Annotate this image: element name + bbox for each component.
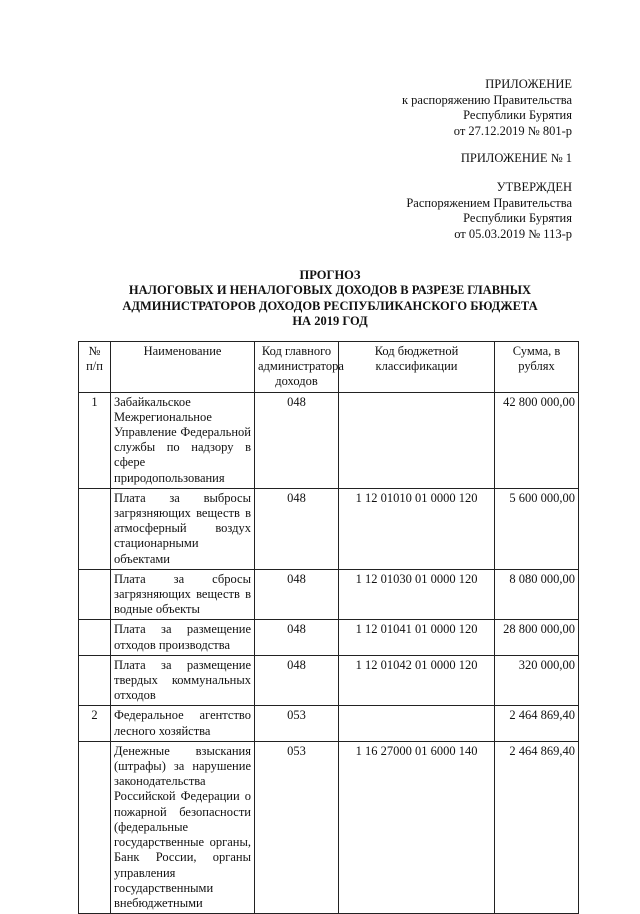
- cell-name: Денежные взыскания (штрафы) за нарушение законодательства Российской Федерации о пожарной безопасности (федеральные государственные органы, Банк России, органы управления государственными внебюджетными: [111, 741, 255, 913]
- cell-admin-code: 048: [255, 620, 339, 655]
- cell-num: 1: [79, 392, 111, 488]
- cell-budget-code: 1 12 01010 01 0000 120: [339, 488, 495, 569]
- title-line-4: НА 2019 ГОД: [292, 314, 368, 329]
- cell-admin-code: 053: [255, 706, 339, 741]
- appendix-line-1: к распоряжению Правительства: [401, 92, 572, 107]
- cell-admin-code: 048: [255, 392, 339, 488]
- cell-sum: 5 600 000,00: [495, 488, 579, 569]
- title-line-1: ПРОГНОЗ: [299, 268, 361, 282]
- cell-sum: 8 080 000,00: [495, 569, 579, 620]
- cell-num: [79, 488, 111, 569]
- cell-budget-code: [339, 706, 495, 741]
- table-header-row: [79, 342, 579, 393]
- appendix-line-2: Республики Бурятия: [463, 108, 572, 123]
- cell-sum: 42 800 000,00: [495, 392, 579, 488]
- cell-num: [79, 569, 111, 620]
- approved-block: [406, 180, 572, 242]
- header-budget-code: Код бюджетной классификации: [339, 342, 495, 393]
- cell-sum: 28 800 000,00: [495, 620, 579, 655]
- cell-budget-code: 1 12 01042 01 0000 120: [339, 655, 495, 706]
- header-name: Наименование: [111, 342, 255, 393]
- cell-budget-code: 1 12 01030 01 0000 120: [339, 569, 495, 620]
- cell-num: [79, 741, 111, 913]
- cell-num: [79, 655, 111, 706]
- header-sum: Сумма, в рублях: [495, 342, 579, 393]
- cell-admin-code: 048: [255, 569, 339, 620]
- cell-admin-code: 048: [255, 655, 339, 706]
- cell-name: Забайкальское Межрегиональное Управление Федеральной службы по надзору в сфере природопользования: [111, 392, 255, 488]
- approved-title: УТВЕРЖДЕН: [496, 180, 572, 194]
- cell-admin-code: 053: [255, 741, 339, 913]
- title-line-3: АДМИНИСТРАТОРОВ ДОХОДОВ РЕСПУБЛИКАНСКОГО БЮДЖЕТА: [122, 298, 538, 313]
- cell-budget-code: 1 12 01041 01 0000 120: [339, 620, 495, 655]
- approved-line-2: Республики Бурятия: [463, 211, 572, 226]
- cell-num: 2: [79, 706, 111, 741]
- approved-line-1: Распоряжением Правительства: [406, 195, 572, 210]
- table-row: [79, 488, 579, 569]
- cell-name: Плата за сбросы загрязняющих веществ в водные объекты: [111, 569, 255, 620]
- appendix-header: [402, 77, 572, 139]
- table-row: [79, 392, 579, 488]
- revenue-forecast-table: [78, 341, 579, 914]
- cell-sum: 2 464 869,40: [495, 741, 579, 913]
- approved-line-3: от 05.03.2019 № 113-р: [454, 226, 572, 241]
- cell-name: Плата за размещение отходов производства: [111, 620, 255, 655]
- header-admin-code: Код главного администратора доходов: [255, 342, 339, 393]
- appendix-title: ПРИЛОЖЕНИЕ: [485, 77, 572, 91]
- appendix-line-3: от 27.12.2019 № 801-р: [453, 123, 572, 138]
- header-num: № п/п: [79, 342, 111, 393]
- cell-admin-code: 048: [255, 488, 339, 569]
- table-row: [79, 569, 579, 620]
- cell-name: Федеральное агентство лесного хозяйства: [111, 706, 255, 741]
- cell-budget-code: [339, 392, 495, 488]
- table-row: [79, 706, 579, 741]
- cell-name: Плата за размещение твердых коммунальных отходов: [111, 655, 255, 706]
- cell-num: [79, 620, 111, 655]
- title-line-2: НАЛОГОВЫХ И НЕНАЛОГОВЫХ ДОХОДОВ В РАЗРЕЗЕ ГЛАВНЫХ: [128, 283, 532, 298]
- table-row: [79, 741, 579, 913]
- cell-name: Плата за выбросы загрязняющих веществ в атмосферный воздух стационарными объектами: [111, 488, 255, 569]
- document-title: [80, 268, 580, 330]
- table-row: [79, 655, 579, 706]
- table-row: [79, 620, 579, 655]
- cell-sum: 2 464 869,40: [495, 706, 579, 741]
- cell-sum: 320 000,00: [495, 655, 579, 706]
- appendix-number: ПРИЛОЖЕНИЕ № 1: [460, 151, 572, 165]
- cell-budget-code: 1 16 27000 01 6000 140: [339, 741, 495, 913]
- appendix-number-block: [461, 151, 572, 167]
